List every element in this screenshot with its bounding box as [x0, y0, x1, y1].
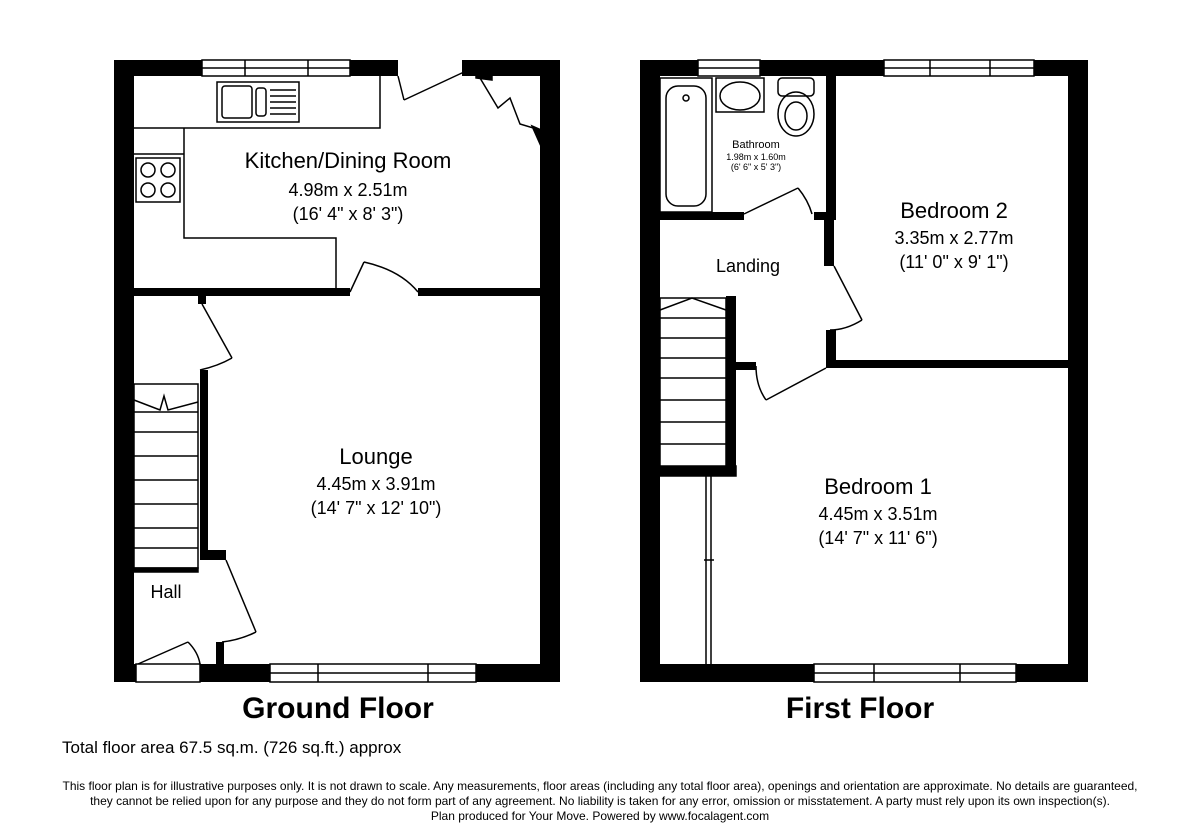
bathroom-imperial: (6' 6" x 5' 3") — [730, 162, 782, 172]
ground-floor-plan — [114, 60, 560, 682]
first-floor-plan — [640, 60, 1088, 682]
lounge-metric: 4.45m x 3.91m — [316, 474, 436, 494]
bedroom1-imperial: (14' 7" x 11' 6") — [818, 528, 938, 548]
first-outer-walls — [640, 60, 1088, 682]
bathroom-metric: 1.98m x 1.60m — [726, 152, 786, 162]
kitchen-metric: 4.98m x 2.51m — [288, 180, 408, 200]
total-floor-area: Total floor area 67.5 sq.m. (726 sq.ft.) approx — [62, 738, 402, 757]
bedroom2-metric: 3.35m x 2.77m — [894, 228, 1014, 248]
first-floor-title: First Floor — [785, 692, 935, 725]
lounge-name: Lounge — [339, 444, 413, 469]
kitchen-name: Kitchen/Dining Room — [244, 148, 452, 173]
sink-icon — [217, 82, 299, 122]
bath-icon — [660, 78, 712, 212]
first-stairs — [660, 298, 736, 476]
ground-floor-title: Ground Floor — [242, 692, 434, 725]
toilet-icon — [778, 78, 814, 136]
basin-icon — [716, 78, 764, 112]
bedroom1-metric: 4.45m x 3.51m — [818, 504, 938, 524]
disclaimer-line-3: Plan produced for Your Move. Powered by www.focalagent.com — [430, 809, 770, 823]
landing-name: Landing — [715, 256, 781, 276]
disclaimer — [0, 779, 1200, 824]
bedroom2-name: Bedroom 2 — [900, 198, 1008, 223]
bathroom-name: Bathroom — [732, 139, 780, 151]
lounge-imperial: (14' 7" x 12' 10") — [310, 498, 442, 518]
hall-name: Hall — [150, 582, 182, 602]
disclaimer-line-1: This floor plan is for illustrative purposes only. It is not drawn to scale. Any measurements, floor areas (including any total floor area), openings and orientation are approximate. No details are guaranteed, — [62, 779, 1138, 793]
bedroom2-imperial: (11' 0" x 9' 1") — [899, 252, 1009, 272]
bedroom1-name: Bedroom 1 — [824, 474, 932, 499]
ground-stairs — [134, 384, 198, 572]
kitchen-imperial: (16' 4" x 8' 3") — [292, 204, 404, 224]
disclaimer-line-2: they cannot be relied upon for any purpose and they do not form part of any agreement. No liability is taken for any error, omission or misstatement. A party must rely upon its own inspection(s). — [90, 794, 1110, 808]
hob-icon — [136, 158, 180, 202]
